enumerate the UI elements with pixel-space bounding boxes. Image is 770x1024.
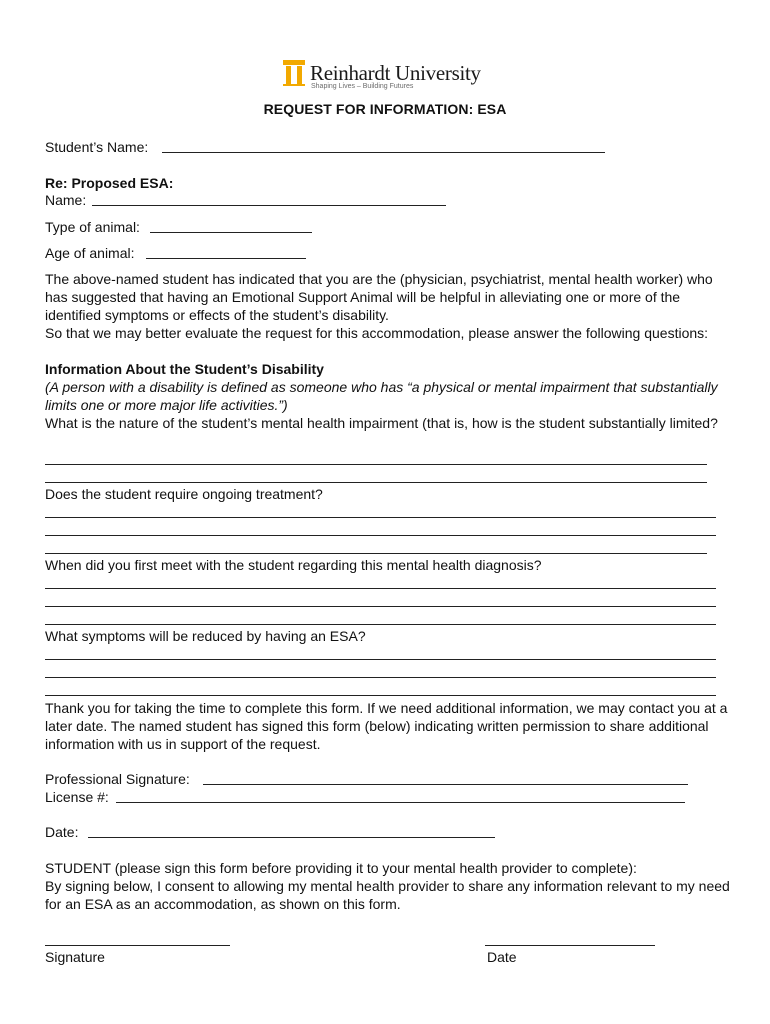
- answer-line-treatment-3[interactable]: [45, 553, 707, 554]
- intro-paragraph: The above-named student has indicated that you are the (physician, psychiatrist, mental health worker) who has suggested that having an Emotional Support Animal will be helpful in alleviating one or more of the identified symptoms or effects of the student’s disability.: [45, 271, 713, 323]
- answer-line-treatment-2[interactable]: [45, 535, 716, 536]
- student-signature-field[interactable]: [45, 945, 230, 946]
- student-date-field[interactable]: [485, 945, 655, 946]
- form-title: REQUEST FOR INFORMATION: ESA: [263, 101, 507, 117]
- signature-caption: Signature: [45, 949, 105, 965]
- answer-line-first-meet-2[interactable]: [45, 606, 716, 607]
- student-instruction: STUDENT (please sign this form before providing it to your mental health provider to complete):: [45, 860, 637, 876]
- answer-line-symptoms-3[interactable]: [45, 695, 716, 696]
- professional-date-field[interactable]: [88, 837, 495, 838]
- answer-line-symptoms-1[interactable]: [45, 659, 716, 660]
- professional-signature-field[interactable]: [203, 784, 688, 785]
- answer-line-impairment-1[interactable]: [45, 464, 707, 465]
- consent-paragraph: By signing below, I consent to allowing my mental health provider to share any information relevant to my need for an ESA as an accommodation, as shown on this form.: [45, 878, 730, 912]
- student-name-label: Student’s Name:: [45, 139, 149, 155]
- animal-name-label: Name:: [45, 192, 87, 208]
- animal-name-field[interactable]: [92, 205, 446, 206]
- question-first-meet: When did you first meet with the student regarding this mental health diagnosis?: [45, 557, 542, 573]
- professional-date-label: Date:: [45, 824, 79, 840]
- animal-type-label: Type of animal:: [45, 219, 140, 235]
- disability-definition: (A person with a disability is defined as someone who has “a physical or mental impairment that substantially limits one or more major life activities.”): [45, 379, 718, 413]
- university-logo: [282, 58, 482, 92]
- question-symptoms: What symptoms will be reduced by having an ESA?: [45, 628, 366, 644]
- thank-you-paragraph: Thank you for taking the time to complete this form. If we need additional information, we may contact you at a later date. The named student has signed this form (below) indicating written permission to share additional information with us in support of the request.: [45, 700, 728, 752]
- answer-line-impairment-2[interactable]: [45, 482, 707, 483]
- logo-tagline: Shaping Lives – Building Futures: [311, 83, 414, 90]
- answer-line-symptoms-2[interactable]: [45, 677, 716, 678]
- professional-signature-label: Professional Signature:: [45, 771, 190, 787]
- animal-type-field[interactable]: [150, 232, 312, 233]
- animal-age-label: Age of animal:: [45, 245, 135, 261]
- logo-wordmark: Reinhardt University: [310, 61, 481, 85]
- license-label: License #:: [45, 789, 109, 805]
- answer-line-first-meet-1[interactable]: [45, 588, 716, 589]
- question-ongoing-treatment: Does the student require ongoing treatment?: [45, 486, 323, 502]
- question-impairment: What is the nature of the student’s mental health impairment (that is, how is the student substantially limited?: [45, 415, 718, 431]
- student-name-field[interactable]: [162, 152, 605, 153]
- animal-age-field[interactable]: [146, 258, 306, 259]
- answer-line-treatment-1[interactable]: [45, 517, 716, 518]
- date-caption: Date: [487, 949, 517, 965]
- pillar-logo-icon: [282, 60, 306, 86]
- disability-info-heading: Information About the Student’s Disability: [45, 361, 324, 377]
- answer-line-first-meet-3[interactable]: [45, 624, 716, 625]
- proposed-esa-heading: Re: Proposed ESA:: [45, 175, 174, 191]
- license-field[interactable]: [116, 802, 685, 803]
- evaluate-paragraph: So that we may better evaluate the request for this accommodation, please answer the following questions:: [45, 325, 709, 341]
